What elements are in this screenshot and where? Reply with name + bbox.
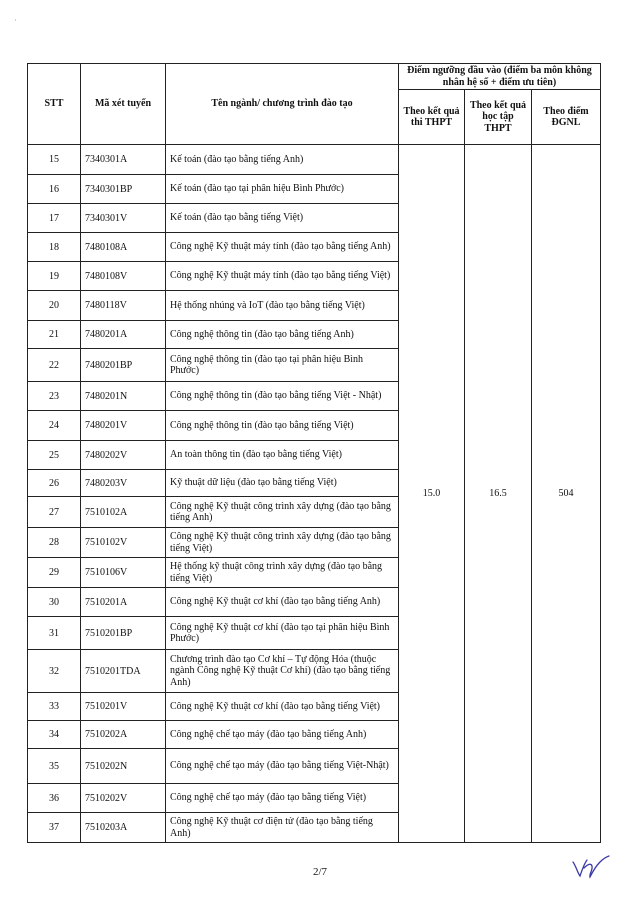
row-code: 7480108A — [81, 233, 166, 262]
score-dgnl: 504 — [532, 145, 601, 843]
row-code: 7510201A — [81, 588, 166, 617]
row-code: 7510201V — [81, 693, 166, 721]
admission-threshold-table — [27, 63, 601, 843]
row-stt: 36 — [28, 784, 81, 813]
row-program-name: Công nghệ Kỹ thuật cơ khí (đào tạo bằng tiếng Anh) — [166, 588, 399, 617]
row-stt: 30 — [28, 588, 81, 617]
row-stt: 26 — [28, 470, 81, 497]
row-program-name: Công nghệ thông tin (đào tạo bằng tiếng Việt - Nhật) — [166, 382, 399, 411]
row-stt: 32 — [28, 650, 81, 693]
header-program: Tên ngành/ chương trình đào tạo — [166, 64, 399, 145]
row-code: 7340301V — [81, 204, 166, 233]
row-code: 7510102V — [81, 528, 166, 558]
row-stt: 18 — [28, 233, 81, 262]
corner-mark: ˙ — [14, 18, 17, 28]
row-stt: 19 — [28, 262, 81, 291]
row-program-name: Chương trình đào tạo Cơ khí – Tự động Hóa (thuộc ngành Công nghệ Kỹ thuật Cơ khí) (đào tạo bằng tiếng Anh) — [166, 650, 399, 693]
header-dgnl-score: Theo điểm ĐGNL — [532, 90, 601, 145]
row-stt: 37 — [28, 813, 81, 843]
row-program-name: Công nghệ Kỹ thuật máy tính (đào tạo bằng tiếng Anh) — [166, 233, 399, 262]
row-stt: 34 — [28, 721, 81, 749]
row-program-name: Công nghệ Kỹ thuật cơ khí (đào tạo tại phân hiệu Bình Phước) — [166, 617, 399, 650]
page-number: 2/7 — [312, 866, 328, 878]
row-stt: 27 — [28, 497, 81, 528]
row-code: 7340301BP — [81, 175, 166, 204]
row-stt: 16 — [28, 175, 81, 204]
row-code: 7510203A — [81, 813, 166, 843]
row-code: 7480201N — [81, 382, 166, 411]
row-program-name: Công nghệ Kỹ thuật máy tính (đào tạo bằng tiếng Việt) — [166, 262, 399, 291]
row-code: 7510201BP — [81, 617, 166, 650]
row-program-name: Công nghệ thông tin (đào tạo bằng tiếng Việt) — [166, 411, 399, 441]
row-program-name: Hệ thống kỹ thuật công trình xây dựng (đào tạo bằng tiếng Việt) — [166, 558, 399, 588]
row-code: 7510202V — [81, 784, 166, 813]
row-stt: 35 — [28, 749, 81, 784]
row-stt: 20 — [28, 291, 81, 321]
score-exam: 15.0 — [399, 145, 465, 843]
row-stt: 25 — [28, 441, 81, 470]
row-program-name: Công nghệ Kỹ thuật công trình xây dựng (đào tạo bằng tiếng Anh) — [166, 497, 399, 528]
score-transcript: 16.5 — [465, 145, 532, 843]
row-program-name: Kế toán (đào tạo bằng tiếng Anh) — [166, 145, 399, 175]
row-stt: 23 — [28, 382, 81, 411]
row-program-name: Công nghệ Kỹ thuật cơ khí (đào tạo bằng tiếng Việt) — [166, 693, 399, 721]
row-stt: 17 — [28, 204, 81, 233]
row-code: 7510201TDA — [81, 650, 166, 693]
row-code: 7480118V — [81, 291, 166, 321]
row-program-name: Kế toán (đào tạo bằng tiếng Việt) — [166, 204, 399, 233]
row-program-name: Công nghệ Kỹ thuật công trình xây dựng (đào tạo bằng tiếng Việt) — [166, 528, 399, 558]
row-program-name: Công nghệ chế tạo máy (đào tạo bằng tiếng Việt-Nhật) — [166, 749, 399, 784]
row-stt: 24 — [28, 411, 81, 441]
row-program-name: An toàn thông tin (đào tạo bằng tiếng Việt) — [166, 441, 399, 470]
row-code: 7480108V — [81, 262, 166, 291]
row-code: 7480203V — [81, 470, 166, 497]
row-code: 7510202A — [81, 721, 166, 749]
row-stt: 15 — [28, 145, 81, 175]
row-code: 7480201BP — [81, 349, 166, 382]
table-row — [28, 145, 601, 175]
row-code: 7480201A — [81, 321, 166, 349]
header-exam-score: Theo kết quả thi THPT — [399, 90, 465, 145]
header-code: Mã xét tuyển — [81, 64, 166, 145]
header-stt: STT — [28, 64, 81, 145]
row-program-name: Kỹ thuật dữ liệu (đào tạo bằng tiếng Việt) — [166, 470, 399, 497]
table-body — [28, 145, 601, 843]
row-stt: 33 — [28, 693, 81, 721]
row-code: 7480202V — [81, 441, 166, 470]
row-program-name: Hệ thống nhúng và IoT (đào tạo bằng tiếng Việt) — [166, 291, 399, 321]
row-program-name: Công nghệ Kỹ thuật cơ điện tử (đào tạo bằng tiếng Anh) — [166, 813, 399, 843]
row-code: 7510102A — [81, 497, 166, 528]
row-code: 7510106V — [81, 558, 166, 588]
row-code: 7510202N — [81, 749, 166, 784]
row-stt: 29 — [28, 558, 81, 588]
row-program-name: Công nghệ chế tạo máy (đào tạo bằng tiếng Việt) — [166, 784, 399, 813]
row-code: 7480201V — [81, 411, 166, 441]
handwritten-signature — [570, 852, 612, 880]
row-code: 7340301A — [81, 145, 166, 175]
row-program-name: Công nghệ thông tin (đào tạo tại phân hiệu Bình Phước) — [166, 349, 399, 382]
row-stt: 22 — [28, 349, 81, 382]
header-transcript-score: Theo kết quả học tập THPT — [465, 90, 532, 145]
row-stt: 28 — [28, 528, 81, 558]
row-program-name: Công nghệ thông tin (đào tạo bằng tiếng Anh) — [166, 321, 399, 349]
row-program-name: Công nghệ chế tạo máy (đào tạo bằng tiếng Anh) — [166, 721, 399, 749]
row-program-name: Kế toán (đào tạo tại phân hiệu Bình Phước) — [166, 175, 399, 204]
header-threshold-group: Điểm ngưỡng đầu vào (điểm ba môn không nhân hệ số + điểm ưu tiên) — [399, 64, 601, 90]
row-stt: 21 — [28, 321, 81, 349]
row-stt: 31 — [28, 617, 81, 650]
